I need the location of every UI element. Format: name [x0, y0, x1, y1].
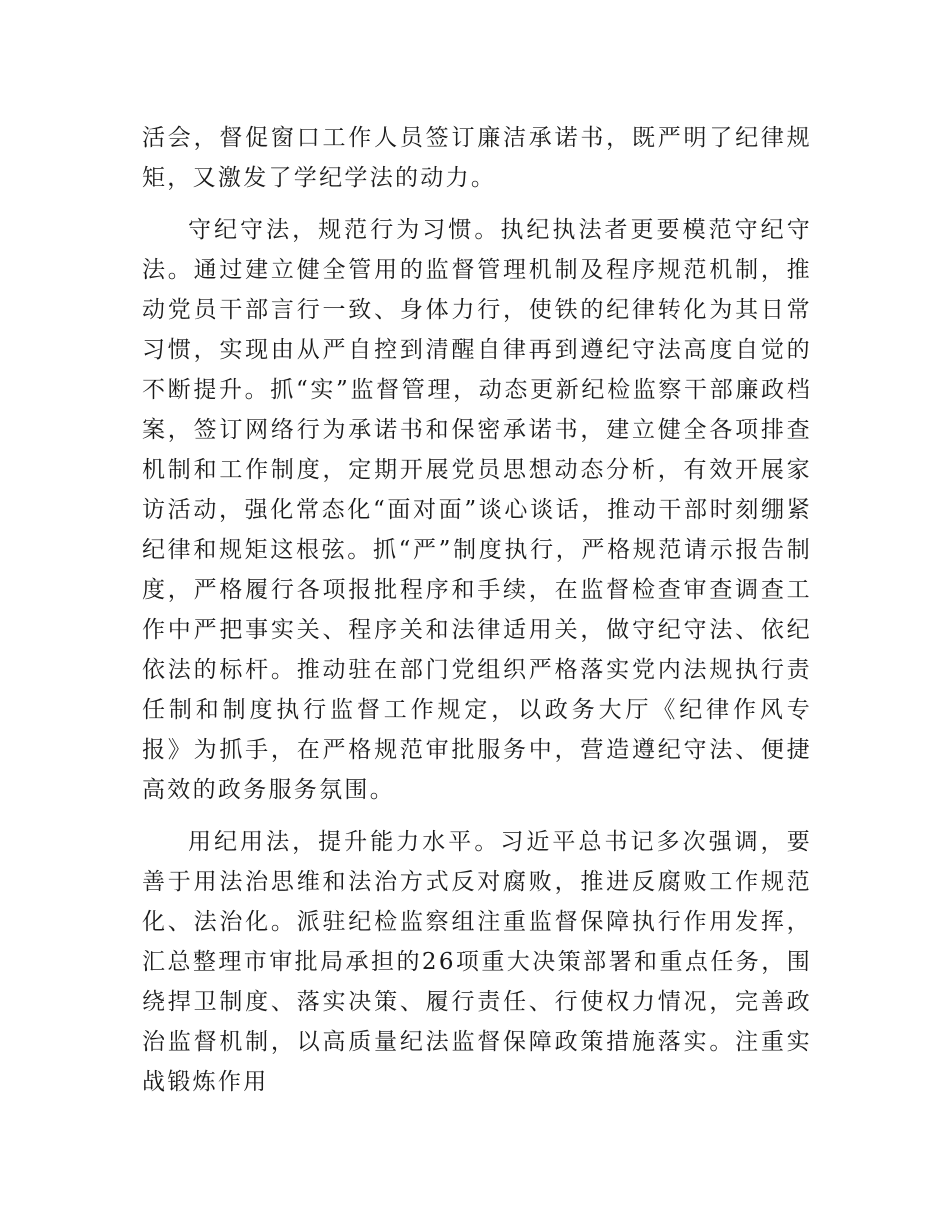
paragraph-continuation: 活会，督促窗口工作人员签订廉洁承诺书，既严明了纪律规矩，又激发了学纪学法的动力。 [142, 125, 812, 191]
document-body [142, 118, 812, 1102]
paragraph-discipline-law-compliance: 守纪守法，规范行为习惯。执纪执法者更要模范守纪守法。通过建立健全管用的监督管理机制及程序规范机制，推动党员干部言行一致、身体力行，使铁的纪律转化为其日常习惯，实现由从严自控到清醒自律再到遵纪守法高度自觉的不断提升。抓“实”监督管理，动态更新纪检监察干部廉政档案，签订网络行为承诺书和保密承诺书，建立健全各项排查机制和工作制度，定期开展党员思想动态分析，有效开展家访活动，强化常态化“面对面”谈心谈话，推动干部时刻绷紧纪律和规矩这根弦。抓“严”制度执行，严格规范请示报告制度，严格履行各项报批程序和手续，在监督检查审查调查工作中严把事实关、程序关和法律适用关，做守纪守法、依纪依法的标杆。推动驻在部门党组织严格落实党内法规执行责任制和制度执行监督工作规定，以政务大厅《纪律作风专报》为抓手，在严格规范审批服务中，营造遵纪守法、便捷高效的政务服务氛围。 [142, 217, 812, 803]
paragraph-discipline-law-application: 用纪用法，提升能力水平。习近平总书记多次强调，要善于用法治思维和法治方式反对腐败，推进反腐败工作规范化、法治化。派驻纪检监察组注重监督保障执行作用发挥，汇总整理市审批局承担的26项重大决策部署和重点任务，围绕捍卫制度、落实决策、履行责任、行使权力情况，完善政治监督机制，以高质量纪法监督保障政策措施落实。注重实战锻炼作用 [142, 829, 812, 1095]
